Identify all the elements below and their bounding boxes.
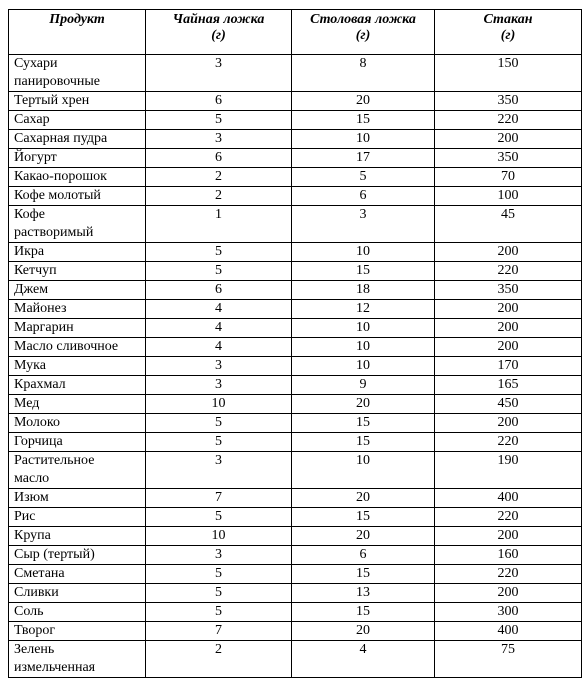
tablespoon-cell: 4	[292, 641, 435, 678]
product-name-line: Сыр (тертый)	[14, 547, 95, 562]
product-name-line: Соль	[14, 604, 44, 619]
header-glass-unit: (г)	[500, 28, 516, 43]
table-row	[9, 149, 582, 168]
product-name-line: Джем	[14, 282, 49, 297]
glass-cell: 200	[435, 130, 582, 149]
tablespoon-cell: 5	[292, 168, 435, 187]
product-cell	[9, 603, 146, 622]
header-product-label: Продукт	[49, 12, 105, 27]
tablespoon-cell: 15	[292, 508, 435, 527]
teaspoon-cell: 2	[146, 168, 292, 187]
product-cell	[9, 187, 146, 206]
teaspoon-cell: 5	[146, 111, 292, 130]
product-cell	[9, 452, 146, 489]
table-row	[9, 603, 582, 622]
teaspoon-cell: 4	[146, 338, 292, 357]
header-teaspoon	[146, 10, 292, 55]
product-cell	[9, 376, 146, 395]
product-name-line: растворимый	[14, 225, 94, 240]
measures-table-container	[8, 9, 582, 678]
product-name-line: панировочные	[14, 74, 100, 89]
product-cell	[9, 130, 146, 149]
tablespoon-cell: 15	[292, 111, 435, 130]
tablespoon-cell: 15	[292, 414, 435, 433]
glass-cell: 200	[435, 319, 582, 338]
product-name-line: Сахарная пудра	[14, 131, 108, 146]
tablespoon-cell: 6	[292, 546, 435, 565]
product-name-line: Зелень	[14, 642, 55, 657]
glass-cell: 190	[435, 452, 582, 489]
glass-cell: 75	[435, 641, 582, 678]
glass-cell: 400	[435, 489, 582, 508]
header-teaspoon-label: Чайная ложка	[172, 12, 265, 27]
product-name-line: Тертый хрен	[14, 93, 90, 108]
product-cell	[9, 168, 146, 187]
glass-cell: 100	[435, 187, 582, 206]
product-cell	[9, 489, 146, 508]
glass-cell: 220	[435, 111, 582, 130]
table-row	[9, 130, 582, 149]
teaspoon-cell: 3	[146, 546, 292, 565]
table-row	[9, 433, 582, 452]
table-row	[9, 395, 582, 414]
tablespoon-cell: 10	[292, 452, 435, 489]
product-name-line: Творог	[14, 623, 56, 638]
product-name-line: Кофе молотый	[14, 188, 101, 203]
product-cell	[9, 206, 146, 243]
product-name-line: Изюм	[14, 490, 49, 505]
teaspoon-cell: 3	[146, 55, 292, 92]
header-tablespoon-unit: (г)	[355, 28, 371, 43]
product-name-line: Икра	[14, 244, 45, 259]
table-row	[9, 376, 582, 395]
glass-cell: 160	[435, 546, 582, 565]
table-header-row	[9, 10, 582, 55]
table-row	[9, 319, 582, 338]
product-cell	[9, 508, 146, 527]
glass-cell: 165	[435, 376, 582, 395]
teaspoon-cell: 4	[146, 300, 292, 319]
tablespoon-cell: 10	[292, 338, 435, 357]
glass-cell: 170	[435, 357, 582, 376]
tablespoon-cell: 6	[292, 187, 435, 206]
product-name-line: Сливки	[14, 585, 59, 600]
glass-cell: 220	[435, 508, 582, 527]
product-name-line: Маргарин	[14, 320, 74, 335]
product-name-line: Горчица	[14, 434, 63, 449]
teaspoon-cell: 6	[146, 92, 292, 111]
product-cell	[9, 357, 146, 376]
tablespoon-cell: 18	[292, 281, 435, 300]
teaspoon-cell: 1	[146, 206, 292, 243]
product-name-line: Мед	[14, 396, 40, 411]
teaspoon-cell: 3	[146, 357, 292, 376]
product-name-line: Крахмал	[14, 377, 66, 392]
glass-cell: 200	[435, 527, 582, 546]
product-cell	[9, 262, 146, 281]
product-name-line: Какао-порошок	[14, 169, 107, 184]
tablespoon-cell: 15	[292, 433, 435, 452]
product-cell	[9, 565, 146, 584]
glass-cell: 350	[435, 149, 582, 168]
table-row	[9, 622, 582, 641]
product-cell	[9, 584, 146, 603]
product-cell	[9, 527, 146, 546]
product-name-line: Растительное	[14, 453, 95, 468]
table-row	[9, 168, 582, 187]
header-glass	[435, 10, 582, 55]
table-row	[9, 300, 582, 319]
product-cell	[9, 414, 146, 433]
table-row	[9, 262, 582, 281]
product-cell	[9, 55, 146, 92]
teaspoon-cell: 6	[146, 149, 292, 168]
glass-cell: 450	[435, 395, 582, 414]
glass-cell: 300	[435, 603, 582, 622]
teaspoon-cell: 3	[146, 452, 292, 489]
teaspoon-cell: 5	[146, 565, 292, 584]
product-name-line: Сухари	[14, 56, 58, 71]
table-row	[9, 206, 582, 243]
tablespoon-cell: 17	[292, 149, 435, 168]
tablespoon-cell: 20	[292, 622, 435, 641]
tablespoon-cell: 10	[292, 357, 435, 376]
tablespoon-cell: 20	[292, 395, 435, 414]
table-row	[9, 414, 582, 433]
table-row	[9, 357, 582, 376]
product-cell	[9, 111, 146, 130]
tablespoon-cell: 15	[292, 565, 435, 584]
glass-cell: 200	[435, 414, 582, 433]
teaspoon-cell: 3	[146, 376, 292, 395]
teaspoon-cell: 5	[146, 584, 292, 603]
teaspoon-cell: 10	[146, 395, 292, 414]
glass-cell: 220	[435, 433, 582, 452]
product-cell	[9, 622, 146, 641]
glass-cell: 220	[435, 565, 582, 584]
tablespoon-cell: 20	[292, 92, 435, 111]
tablespoon-cell: 12	[292, 300, 435, 319]
product-cell	[9, 300, 146, 319]
product-cell	[9, 338, 146, 357]
measures-table	[8, 9, 582, 678]
glass-cell: 220	[435, 262, 582, 281]
table-row	[9, 338, 582, 357]
product-name-line: Рис	[14, 509, 36, 524]
teaspoon-cell: 5	[146, 508, 292, 527]
product-name-line: Йогурт	[14, 150, 57, 165]
header-glass-label: Стакан	[483, 12, 533, 27]
table-row	[9, 565, 582, 584]
table-body	[9, 55, 582, 678]
tablespoon-cell: 3	[292, 206, 435, 243]
teaspoon-cell: 3	[146, 130, 292, 149]
product-name-line: Молоко	[14, 415, 60, 430]
header-teaspoon-unit: (г)	[211, 28, 226, 43]
teaspoon-cell: 2	[146, 641, 292, 678]
product-name-line: Мука	[14, 358, 46, 373]
teaspoon-cell: 4	[146, 319, 292, 338]
tablespoon-cell: 20	[292, 489, 435, 508]
tablespoon-cell: 15	[292, 603, 435, 622]
teaspoon-cell: 5	[146, 243, 292, 262]
header-product	[9, 10, 146, 55]
product-name-line: Кетчуп	[14, 263, 57, 278]
tablespoon-cell: 15	[292, 262, 435, 281]
product-cell	[9, 92, 146, 111]
teaspoon-cell: 5	[146, 433, 292, 452]
header-tablespoon	[292, 10, 435, 55]
tablespoon-cell: 13	[292, 584, 435, 603]
product-name-line: Масло сливочное	[14, 339, 119, 354]
table-row	[9, 527, 582, 546]
glass-cell: 350	[435, 281, 582, 300]
glass-cell: 70	[435, 168, 582, 187]
product-name-line: Сметана	[14, 566, 65, 581]
table-row	[9, 546, 582, 565]
product-name-line: масло	[14, 471, 50, 486]
product-name-line: Кофе	[14, 207, 45, 222]
teaspoon-cell: 5	[146, 603, 292, 622]
glass-cell: 45	[435, 206, 582, 243]
table-row	[9, 641, 582, 678]
product-cell	[9, 319, 146, 338]
glass-cell: 350	[435, 92, 582, 111]
glass-cell: 200	[435, 300, 582, 319]
glass-cell: 150	[435, 55, 582, 92]
table-row	[9, 111, 582, 130]
teaspoon-cell: 10	[146, 527, 292, 546]
tablespoon-cell: 10	[292, 319, 435, 338]
glass-cell: 200	[435, 584, 582, 603]
glass-cell: 200	[435, 243, 582, 262]
product-cell	[9, 395, 146, 414]
table-row	[9, 187, 582, 206]
product-name-line: Сахар	[14, 112, 50, 127]
teaspoon-cell: 7	[146, 622, 292, 641]
tablespoon-cell: 20	[292, 527, 435, 546]
teaspoon-cell: 2	[146, 187, 292, 206]
product-name-line: Майонез	[14, 301, 67, 316]
teaspoon-cell: 6	[146, 281, 292, 300]
tablespoon-cell: 9	[292, 376, 435, 395]
teaspoon-cell: 7	[146, 489, 292, 508]
table-row	[9, 92, 582, 111]
glass-cell: 200	[435, 338, 582, 357]
table-row	[9, 243, 582, 262]
table-row	[9, 508, 582, 527]
product-cell	[9, 281, 146, 300]
teaspoon-cell: 5	[146, 262, 292, 281]
tablespoon-cell: 10	[292, 243, 435, 262]
product-cell	[9, 433, 146, 452]
tablespoon-cell: 10	[292, 130, 435, 149]
glass-cell: 400	[435, 622, 582, 641]
product-cell	[9, 243, 146, 262]
product-name-line: измельченная	[14, 660, 96, 675]
table-row	[9, 55, 582, 92]
product-cell	[9, 641, 146, 678]
table-row	[9, 452, 582, 489]
tablespoon-cell: 8	[292, 55, 435, 92]
teaspoon-cell: 5	[146, 414, 292, 433]
product-cell	[9, 149, 146, 168]
table-row	[9, 281, 582, 300]
header-tablespoon-label: Столовая ложка	[310, 12, 416, 27]
table-row	[9, 489, 582, 508]
product-name-line: Крупа	[14, 528, 51, 543]
product-cell	[9, 546, 146, 565]
table-row	[9, 584, 582, 603]
